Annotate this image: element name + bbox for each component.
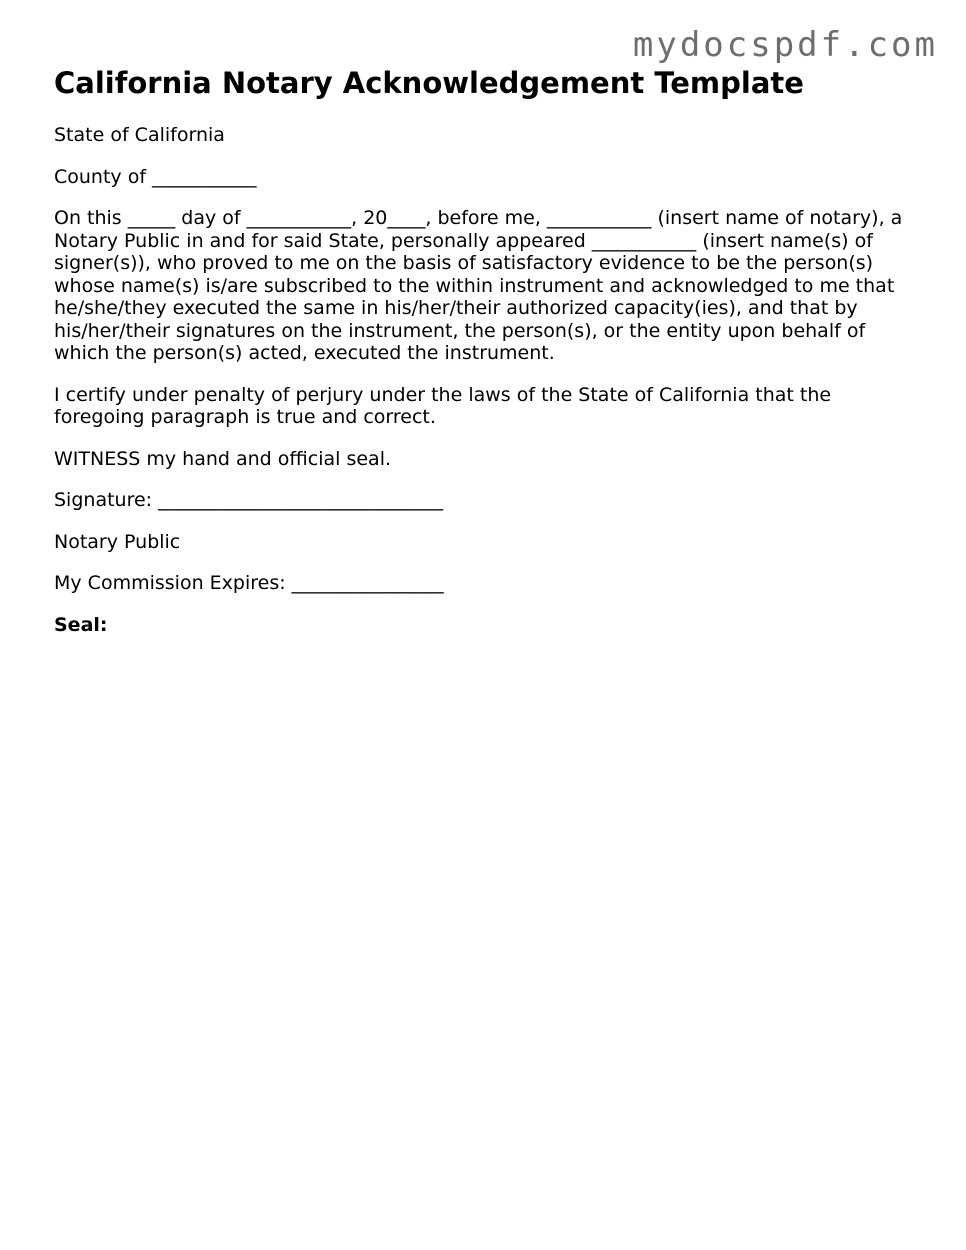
witness-line: WITNESS my hand and official seal. — [54, 447, 392, 470]
certification-paragraph: I certify under penalty of perjury under the laws of the State of California that the foregoing paragraph is true and correct. — [54, 383, 832, 428]
signature-line: Signature: ______________________________ — [54, 489, 444, 511]
county-line: County of ___________ — [54, 165, 257, 188]
document-page — [54, 64, 914, 655]
notary-public-line: Notary Public — [54, 530, 181, 553]
document-title: California Notary Acknowledgement Template — [54, 66, 804, 100]
commission-expires-line: My Commission Expires: ________________ — [54, 572, 444, 594]
state-line: State of California — [54, 124, 225, 146]
acknowledgement-paragraph: On this _____ day of ___________, 20____, before me, ___________ (insert name of notary), a Notary Public in and for said State, personally appeared ___________ (insert name(s) of signer(s)), who proved to me on the basis of satisfactory evidence to be the person(s) whose name(s) is/are subscribed to the within instrument and acknowledged to me that he/she/they executed the same in his/her/their authorized capacity(ies), and that by his/her/their signatures on the instrument, the person(s), or the entity upon behalf of which the person(s) acted, executed the instrument. — [54, 207, 903, 364]
seal-label: Seal: — [54, 613, 108, 636]
site-watermark: mydocspdf.com — [632, 25, 938, 65]
